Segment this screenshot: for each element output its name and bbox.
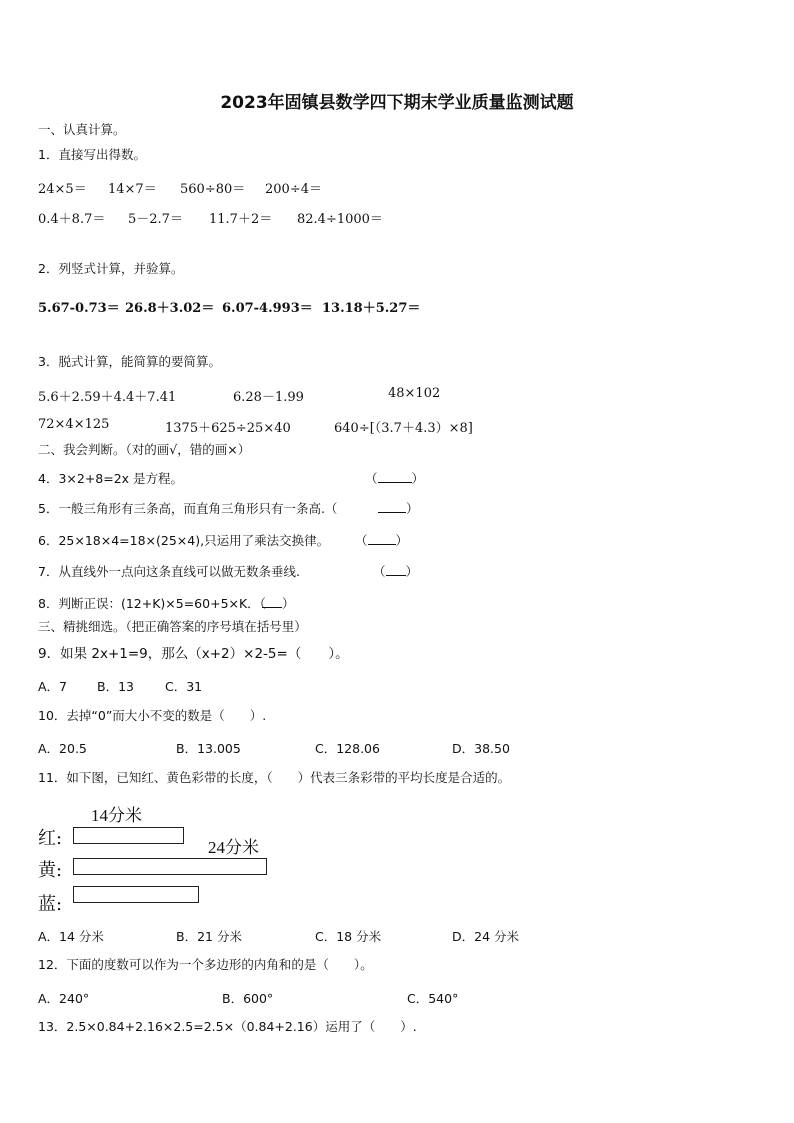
q6-text: 6．25×18×4=18×(25×4),只运用了乘法交换律。: [38, 533, 330, 548]
q1-item: 5－2.7＝: [128, 212, 183, 227]
red-ribbon-label: 红:: [38, 828, 63, 849]
section-2-heading: 二、我会判断。（对的画√，错的画×）: [38, 442, 251, 457]
q8-text: 8．判断正误：(12+K)×5=60+5×K．（: [38, 596, 266, 611]
q3-item: 6.28－1.99: [233, 390, 304, 405]
q10-text: 10．去掉“0”而大小不变的数是（ ）.: [38, 708, 267, 723]
blue-ribbon-bar: [73, 886, 199, 903]
q11-option-a[interactable]: A．14 分米: [38, 929, 104, 944]
q11-text: 11．如下图，已知红、黄色彩带的长度，（ ）代表三条彩带的平均长度是合适的。: [38, 770, 511, 785]
q1-item: 14×7＝: [108, 182, 157, 197]
section-3-heading: 三、精挑细选。（把正确答案的序号填在括号里）: [38, 619, 307, 634]
q2-item: 6.07-4.993＝: [222, 301, 313, 316]
q9-option-c[interactable]: C．31: [165, 679, 203, 694]
q3-item: 72×4×125: [38, 417, 110, 432]
q9-text: 9．如果 2x+1=9，那么（x+2）×2-5=（ ）。: [38, 646, 349, 662]
q3-item: 5.6＋2.59＋4.4＋7.41: [38, 390, 177, 405]
q1-item: 560÷80＝: [180, 182, 246, 197]
q3-item: 48×102: [388, 386, 441, 401]
q4-row: [0, 469, 794, 487]
q7-text: 7．从直线外一点向这条直线可以做无数条垂线.: [38, 564, 300, 579]
q12-option-b[interactable]: B．600°: [222, 991, 274, 1006]
q9-option-a[interactable]: A．7: [38, 679, 68, 694]
q9-option-b[interactable]: B．13: [97, 679, 134, 694]
q7-answer-blank[interactable]: （ ）: [373, 564, 419, 579]
yellow-ribbon-bar: [73, 858, 267, 875]
q13-text: 13．2.5×0.84+2.16×2.5=2.5×（0.84+2.16）运用了（ ）.: [38, 1019, 417, 1034]
red-ribbon-bar: [73, 827, 184, 844]
q4-answer-blank[interactable]: （ ）: [365, 471, 425, 486]
q7-row: [0, 562, 794, 580]
q1-item: 11.7＋2＝: [209, 212, 273, 227]
q8-row: [0, 594, 794, 612]
q5-row: [0, 499, 794, 517]
q5-text: 5．一般三角形有三条高，而直角三角形只有一条高.（: [38, 501, 338, 516]
q3-label: 3．脱式计算，能简算的要简算。: [38, 354, 221, 369]
q1-item: 0.4＋8.7＝: [38, 212, 106, 227]
q3-item: 640÷[（3.7＋4.3）×8]: [334, 421, 473, 436]
q2-item: 13.18＋5.27＝: [322, 301, 421, 316]
q2-label: 2．列竖式计算，并验算。: [38, 261, 184, 276]
q5-answer-blank[interactable]: ）: [378, 499, 419, 517]
q2-item: 26.8＋3.02＝: [125, 301, 215, 316]
q4-text: 4．3×2+8=2x 是方程。: [38, 471, 184, 486]
blue-ribbon-label: 蓝:: [38, 894, 63, 915]
q6-row: [0, 531, 794, 549]
q1-label: 1．直接写出得数。: [38, 147, 146, 162]
q11-option-d[interactable]: D．24 分米: [452, 929, 520, 944]
q12-option-a[interactable]: A．240°: [38, 991, 90, 1006]
q10-option-c[interactable]: C．128.06: [315, 741, 380, 756]
q10-option-d[interactable]: D．38.50: [452, 741, 510, 756]
yellow-ribbon-label: 黄:: [38, 860, 63, 881]
q11-option-c[interactable]: C．18 分米: [315, 929, 382, 944]
q10-option-b[interactable]: B．13.005: [176, 741, 241, 756]
q2-item: 5.67-0.73＝: [38, 301, 120, 316]
q1-item: 82.4÷1000＝: [297, 212, 383, 227]
yellow-length-label: 24分米: [208, 838, 259, 857]
q10-option-a[interactable]: A．20.5: [38, 741, 87, 756]
q8-answer-blank[interactable]: ）: [262, 594, 295, 612]
red-length-label: 14分米: [91, 806, 142, 825]
q11-option-b[interactable]: B．21 分米: [176, 929, 242, 944]
q1-item: 200÷4＝: [265, 182, 322, 197]
q12-option-c[interactable]: C．540°: [407, 991, 459, 1006]
q3-item: 1375＋625÷25×40: [165, 421, 291, 436]
q6-answer-blank[interactable]: （ ）: [355, 533, 409, 548]
section-1-heading: 一、认真计算。: [38, 122, 126, 137]
q12-text: 12．下面的度数可以作为一个多边形的内角和的是（ ）。: [38, 957, 373, 972]
page-title: 2023年固镇县数学四下期末学业质量监测试题: [220, 93, 574, 113]
q1-item: 24×5＝: [38, 182, 87, 197]
